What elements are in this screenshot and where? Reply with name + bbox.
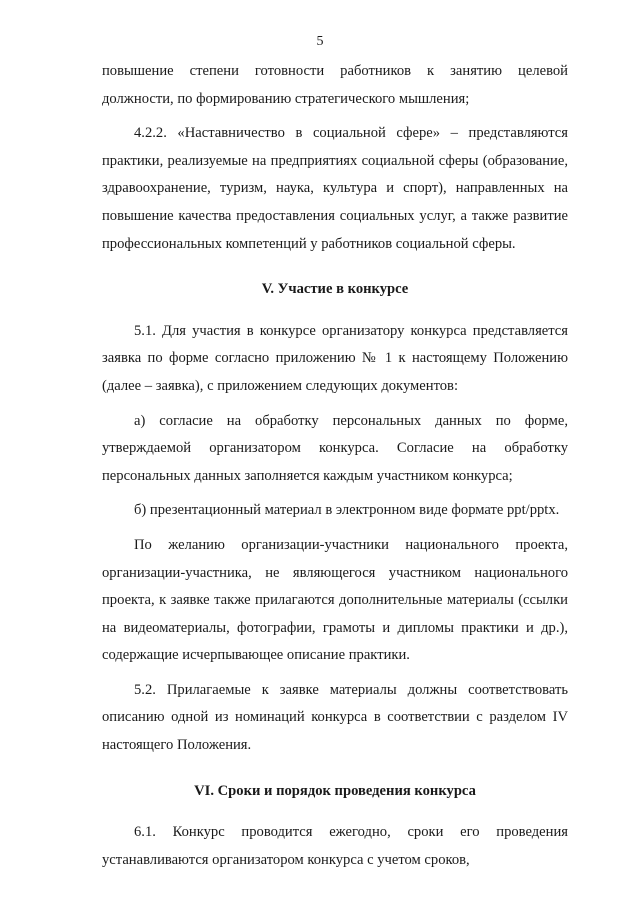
paragraph-continuation: повышение степени готовности работников к занятию целевой должности, по формированию стратегического мышления; xyxy=(102,63,568,107)
paragraph-4-2-2: 4.2.2. «Наставничество в социальной сфере» – представляются практики, реализуемые на предприятиях социальной сферы (образование, здравоохранение, туризм, наука, культура и спорт), направленных на повышение качества предоставления социальных услуг, а также развитие профессиональных компетенций у работников социальной сферы. xyxy=(102,125,568,252)
document-body xyxy=(102,58,568,874)
paragraph-5-1-b: б) презентационный материал в электронном виде формате ppt/pptx. xyxy=(134,502,560,519)
paragraph-5-1-a: а) согласие на обработку персональных данных по форме, утверждаемой организатором конкурса. Согласие на обработку персональных данных заполняется каждым участником конкурса; xyxy=(102,412,568,484)
paragraph-5-1-extra: По желанию организации-участники национального проекта, организации-участника, не являющегося участником национального проекта, к заявке также прилагаются дополнительные материалы (ссылки на видеоматериалы, фотографии, грамоты и дипломы практики и др.), содержащие исчерпывающее описание практики. xyxy=(102,536,568,664)
page-number: 5 xyxy=(316,34,324,49)
section-6-heading: VI. Сроки и порядок проведения конкурса xyxy=(194,782,476,799)
section-5-heading: V. Участие в конкурсе xyxy=(261,281,409,298)
paragraph-5-1: 5.1. Для участия в конкурсе организатору конкурса представляется заявка по форме согласно приложению № 1 к настоящему Положению (далее – заявка), с приложением следующих документов: xyxy=(102,322,568,394)
paragraph-6-1: 6.1. Конкурс проводится ежегодно, сроки его проведения устанавливаются организатором конкурса с учетом сроков, xyxy=(102,824,568,868)
paragraph-5-2: 5.2. Прилагаемые к заявке материалы должны соответствовать описанию одной из номинаций конкурса в соответствии с разделом IV настоящего Положения. xyxy=(102,681,568,754)
